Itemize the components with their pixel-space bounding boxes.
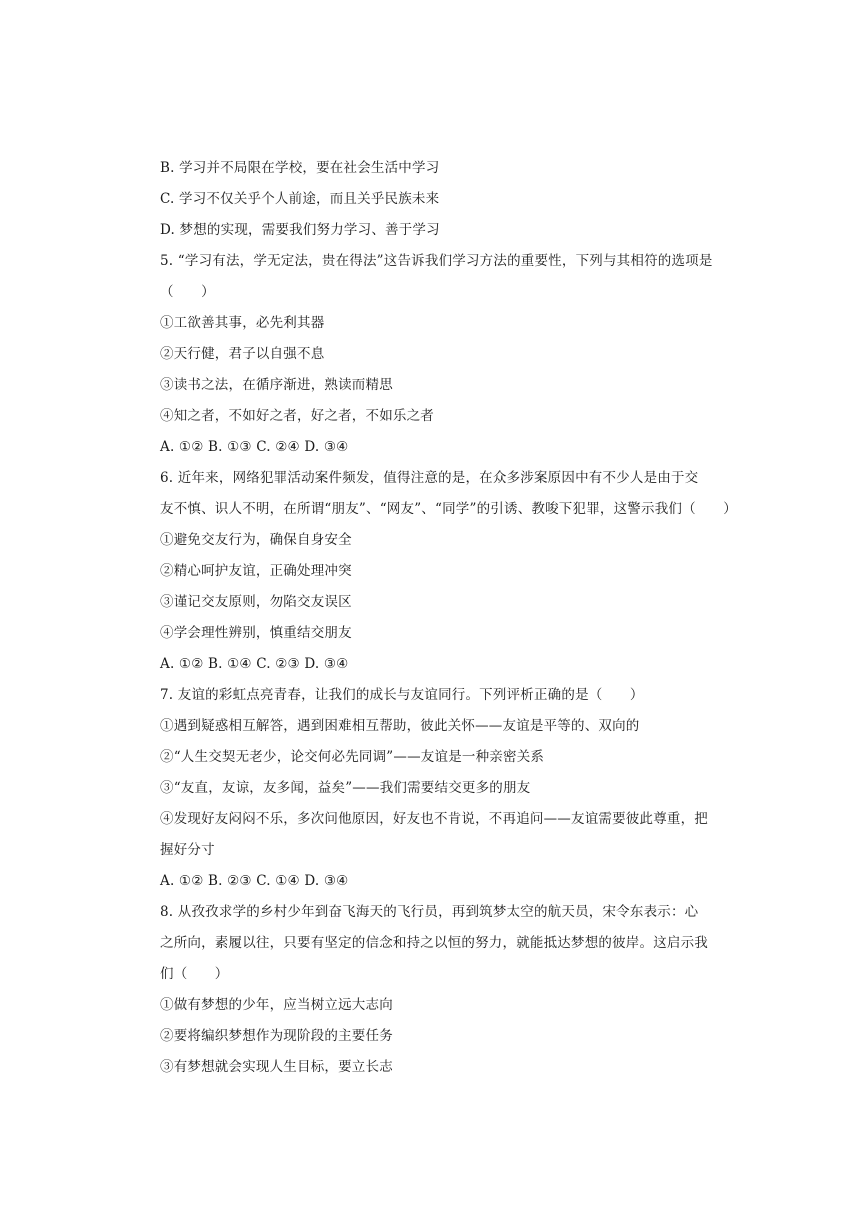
statement-line-cont: 握好分寸 [160,842,215,858]
statement-line: ③读书之法，在循序渐进，熟读而精思 [160,377,393,393]
question-8-stem-cont: 们（ ） [160,966,229,982]
statement-line: ②“人生交契无老少，论交何必先同调”——友谊是一种亲密关系 [160,749,545,765]
statement-line: ①避免交友行为，确保自身安全 [160,532,352,548]
statement-line: ③“友直，友谅，友多闻，益矣”——我们需要结交更多的朋友 [160,780,531,796]
answer-options: A. ①② B. ①③ C. ②④ D. ③④ [160,439,349,455]
question-5-stem: 5. “学习有法，学无定法，贵在得法”这告诉我们学习方法的重要性，下列与其相符的选项是 [160,253,713,269]
statement-line: ②天行健，君子以自强不息 [160,346,325,362]
statement-line: ①遇到疑惑相互解答，遇到困难相互帮助，彼此关怀——友谊是平等的、双向的 [160,718,640,734]
answer-options: A. ①② B. ②③ C. ①④ D. ③④ [160,873,349,889]
statement-line: ③有梦想就会实现人生目标，要立长志 [160,1059,393,1075]
statement-line: ④发现好友闷闷不乐，多次问他原因，好友也不肯说，不再追问——友谊需要彼此尊重，把 [160,811,708,827]
question-5-stem-cont: （ ） [160,284,215,300]
question-6-stem: 6. 近年来，网络犯罪活动案件频发，值得注意的是，在众多涉案原因中有不少人是由于交 [160,470,699,486]
statement-line: ②要将编织梦想作为现阶段的主要任务 [160,1028,393,1044]
option-line: C. 学习不仅关乎个人前途，而且关乎民族未来 [160,191,440,207]
question-7-stem: 7. 友谊的彩虹点亮青春，让我们的成长与友谊同行。下列评析正确的是（ ） [160,687,644,703]
question-8-stem: 8. 从孜孜求学的乡村少年到奋飞海天的飞行员，再到筑梦太空的航天员，宋令东表示：心 [160,904,699,920]
statement-line: ④知之者，不如好之者，好之者，不如乐之者 [160,408,434,424]
question-8-stem-cont: 之所向，素履以往，只要有坚定的信念和持之以恒的努力，就能抵达梦想的彼岸。这启示我 [160,935,708,951]
option-line: B. 学习并不局限在学校，要在社会生活中学习 [160,160,440,176]
statement-line: ④学会理性辨别，慎重结交朋友 [160,625,352,641]
answer-options: A. ①② B. ①④ C. ②③ D. ③④ [160,656,349,672]
option-line: D. 梦想的实现，需要我们努力学习、善于学习 [160,222,440,238]
statement-line: ②精心呵护友谊，正确处理冲突 [160,563,352,579]
question-content [160,153,737,1083]
statement-line: ①做有梦想的少年，应当树立远大志向 [160,997,393,1013]
question-6-stem-cont: 友不慎、识人不明，在所谓“朋友”、“网友”、“同学”的引诱、教唆下犯罪，这警示我们（ ） [160,501,737,517]
statement-line: ①工欲善其事，必先利其器 [160,315,325,331]
statement-line: ③谨记交友原则，勿陷交友误区 [160,594,352,610]
